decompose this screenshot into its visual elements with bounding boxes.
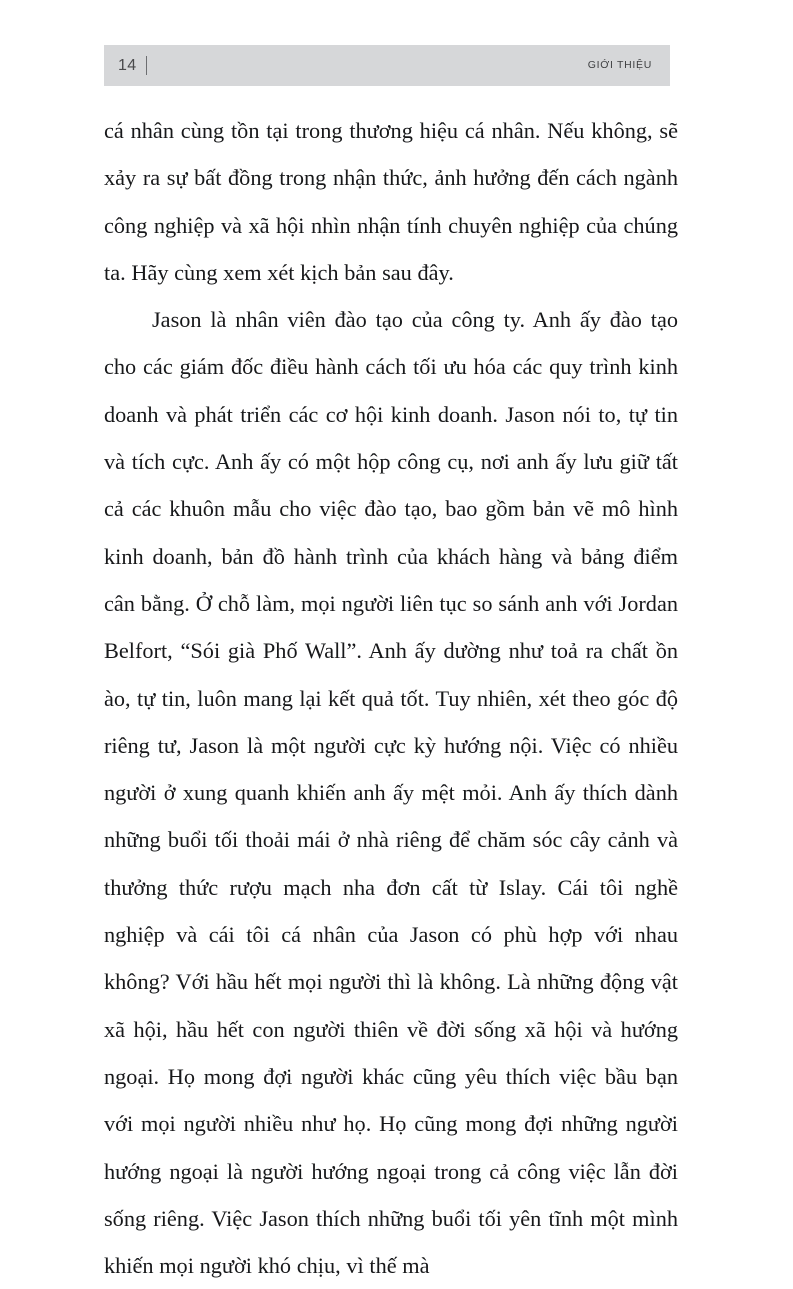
section-title: GIỚI THIỆU — [587, 59, 652, 72]
paragraph: Jason là nhân viên đào tạo của công ty. Anh ấy đào tạo cho các giám đốc điều hành cách tối ưu hóa các quy trình kinh doanh và phát triển các cơ hội kinh doanh. Jason nói to, tự tin và tích cực. Anh ấy có một hộp công cụ, nơi anh ấy lưu giữ tất cả các khuôn mẫu cho việc đào tạo, bao gồm bản vẽ mô hình kinh doanh, bản đồ hành trình của khách hàng và bảng điểm cân bằng. Ở chỗ làm, mọi người liên tục so sánh anh với Jordan Belfort, “Sói già Phố Wall”. Anh ấy dường như toả ra chất ồn ào, tự tin, luôn mang lại kết quả tốt. Tuy nhiên, xét theo góc độ riêng tư, Jason là một người cực kỳ hướng nội. Việc có nhiều người ở xung quanh khiến anh ấy mệt mỏi. Anh ấy thích dành những buổi tối thoải mái ở nhà riêng để chăm sóc cây cảnh và thưởng thức rượu mạch nha đơn cất từ Islay. Cái tôi nghề nghiệp và cái tôi cá nhân của Jason có phù hợp với nhau không? Với hầu hết mọi người thì là không. Là những động vật xã hội, hầu hết con người thiên về đời sống xã hội và hướng ngoại. Họ mong đợi người khác cũng yêu thích việc bầu bạn với mọi người nhiều như họ. Họ cũng mong đợi những người hướng ngoại là người hướng ngoại trong cả công việc lẫn đời sống riêng. Việc Jason thích những buổi tối yên tĩnh một mình khiến mọi người khó chịu, vì thế mà — [104, 307, 678, 1279]
paragraph: cá nhân cùng tồn tại trong thương hiệu cá nhân. Nếu không, sẽ xảy ra sự bất đồng trong nhận thức, ảnh hưởng đến cách ngành công nghiệp và xã hội nhìn nhận tính chuyên nghiệp của chúng ta. Hãy cùng xem xét kịch bản sau đây. — [104, 118, 678, 285]
page-number: 14 — [118, 56, 137, 74]
folio-divider-rule — [146, 56, 147, 75]
running-header — [104, 45, 670, 86]
folio-group — [118, 56, 147, 75]
body-text-column — [104, 107, 678, 1289]
